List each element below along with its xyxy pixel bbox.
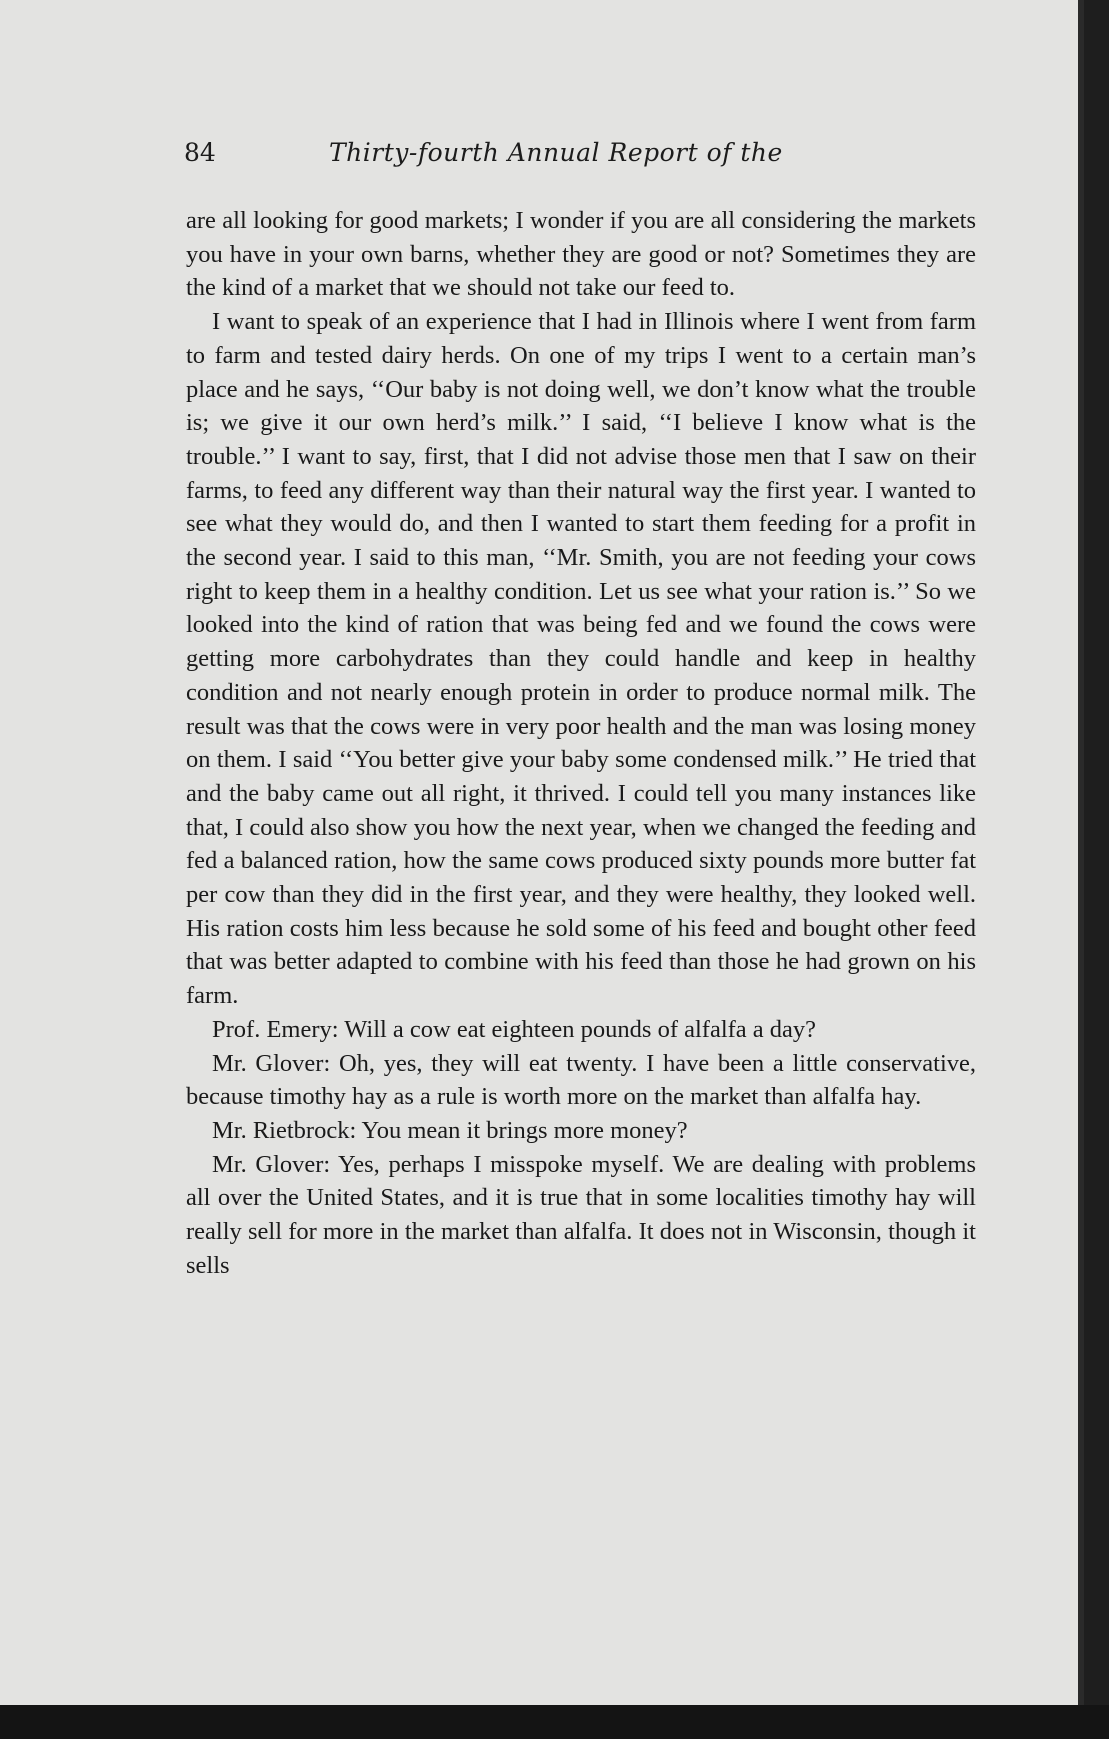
paragraph-emery-question: Prof. Emery: Will a cow eat eighteen pounds of alfalfa a day? [212, 1015, 817, 1043]
running-title: Thirty-fourth Annual Report of the [329, 138, 783, 167]
body-text [186, 204, 976, 1283]
paragraph-glover-reply: Mr. Glover: Yes, perhaps I misspoke myself. We are dealing with problems all over the United States, and it is true that in some localities timothy hay will really sell for more in the market than alfalfa. It does not in Wisconsin, though it sells [186, 1150, 976, 1279]
page-edge-right [1078, 0, 1109, 1739]
paragraph-rietbrock-question: Mr. Rietbrock: You mean it brings more money? [212, 1116, 688, 1144]
paragraph-glover-answer: Mr. Glover: Oh, yes, they will eat twenty. I have been a little conservative, because timothy hay as a rule is worth more on the market than alfalfa hay. [186, 1049, 976, 1111]
paragraph-illinois-experience: I want to speak of an experience that I had in Illinois where I went from farm to farm and tested dairy herds. On one of my trips I went to a certain man’s place and he says, ‘‘Our baby is not doing well, we don’t know what the trouble is; we give it our own herd’s milk.’’ I said, ‘‘I believe I know what is the trouble.’’ I want to say, first, that I did not advise those men that I saw on their farms, to feed any different way than their natural way the first year. I wanted to see what they would do, and then I wanted to start them feeding for a profit in the second year. I said to this man, ‘‘Mr. Smith, you are not feeding your cows right to keep them in a healthy condition. Let us see what your ration is.’’ So we looked into the kind of ration that was being fed and we found the cows were getting more carbohydrates than they could handle and keep in healthy condition and not nearly enough protein in order to produce normal milk. The result was that the cows were in very poor health and the man was losing money on them. I said ‘‘You better give your baby some condensed milk.’’ He tried that and the baby came out all right, it thrived. I could tell you many instances like that, I could also show you how the next year, when we changed the feeding and fed a balanced ration, how the same cows produced sixty pounds more butter fat per cow than they did in the first year, and they were healthy, they looked well. His ration costs him less because he sold some of his feed and bought other feed that was better adapted to combine with his feed than those he had grown on his farm. [186, 308, 976, 1010]
page-number: 84 [184, 138, 216, 167]
paragraph-continuation: are all looking for good markets; I wonder if you are all considering the markets you have in your own barns, whether they are good or not? Sometimes they are the kind of a market that we should not take our feed to. [186, 207, 976, 302]
running-head [184, 138, 824, 178]
page-edge-bottom [0, 1705, 1109, 1739]
